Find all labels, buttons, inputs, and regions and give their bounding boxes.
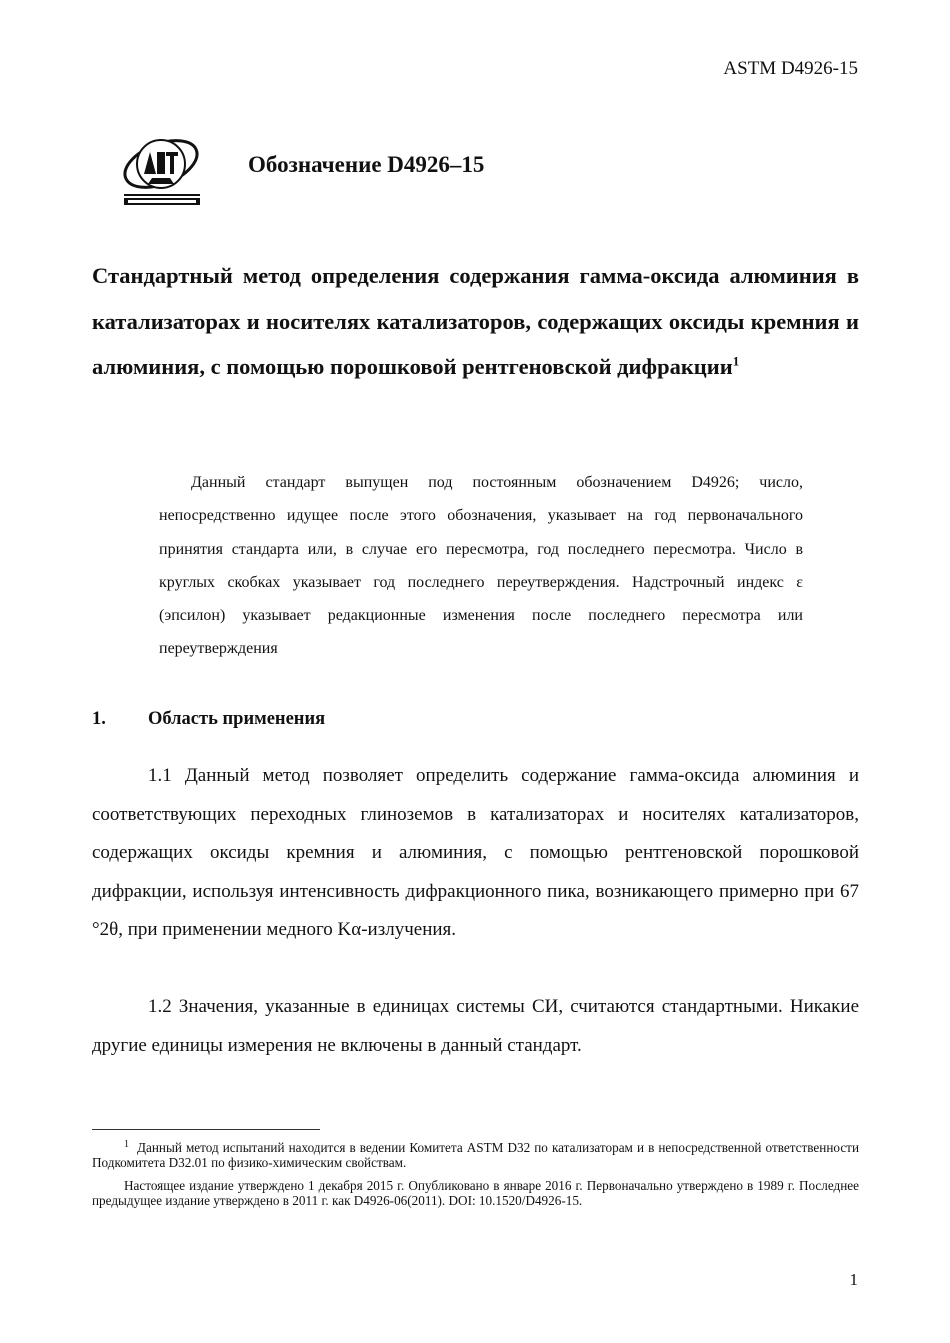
footnote-text: Данный метод испытаний находится в ведении Комитета ASTM D32 по катализаторам и в непосредственной ответственности Подкомитета D32.01 по физико-химическим свойствам.	[92, 1140, 859, 1171]
footnote-1-continued	[92, 1178, 859, 1209]
paragraph-number: 1.1	[148, 765, 172, 786]
title-footnote-mark: 1	[732, 353, 740, 369]
paragraph-1-2	[92, 988, 859, 1065]
paragraph-text: Значения, указанные в единицах системы СИ, считаются стандартными. Никакие другие единицы измерения не включены в данный стандарт.	[92, 996, 860, 1056]
section-title: Область применения	[148, 709, 326, 729]
standard-notice: Данный стандарт выпущен под постоянным обозначением D4926; число, непосредственно идущее после этого обозначения, указывает на год первоначального принятия стандарта или, в случае его пересмотра, год последнего пересмотра. Число в круглых скобках указывает год последнего переутверждения. Надстрочный индекс ε (эпсилон) указывает редакционные изменения после последнего пересмотра или переутверждения	[159, 474, 803, 658]
paragraph-1-1	[92, 757, 859, 950]
footnote-separator	[92, 1129, 320, 1130]
page-number: 1	[849, 1270, 858, 1289]
footnote-1	[92, 1140, 859, 1171]
paragraph-text: Данный метод позволяет определить содержание гамма-оксида алюминия и соответствующих переходных глиноземов в катализаторах и носителях катализаторов, содержащих оксиды кремния и алюминия, с помощью рентгеновской порошковой дифракции, используя интенсивность дифракционного пика, возникающего примерно при 67 °2θ, при применении медного Kα-излучения.	[92, 765, 859, 940]
section-heading	[92, 709, 325, 730]
astm-logo	[120, 136, 204, 208]
paragraph-number: 1.2	[148, 996, 172, 1017]
footnote-text: Настоящее издание утверждено 1 декабря 2015 г. Опубликовано в январе 2016 г. Первоначально утверждено в 1989 г. Последнее предыдущее издание утверждено в 2011 г. как D4926-06(2011). DOI: 10.1520/D4926-15.	[92, 1178, 859, 1209]
title-text: Стандартный метод определения содержания гамма-оксида алюминия в катализаторах и носителях катализаторов, содержащих оксиды кремния и алюминия, с помощью порошковой рентгеновской дифракции	[92, 263, 859, 379]
section-number: 1.	[92, 709, 106, 729]
document-id-header: ASTM D4926-15	[723, 58, 858, 79]
footnote-mark: 1	[124, 1138, 129, 1150]
document-title	[92, 253, 859, 390]
standard-designation: Обозначение D4926–15	[248, 152, 485, 177]
